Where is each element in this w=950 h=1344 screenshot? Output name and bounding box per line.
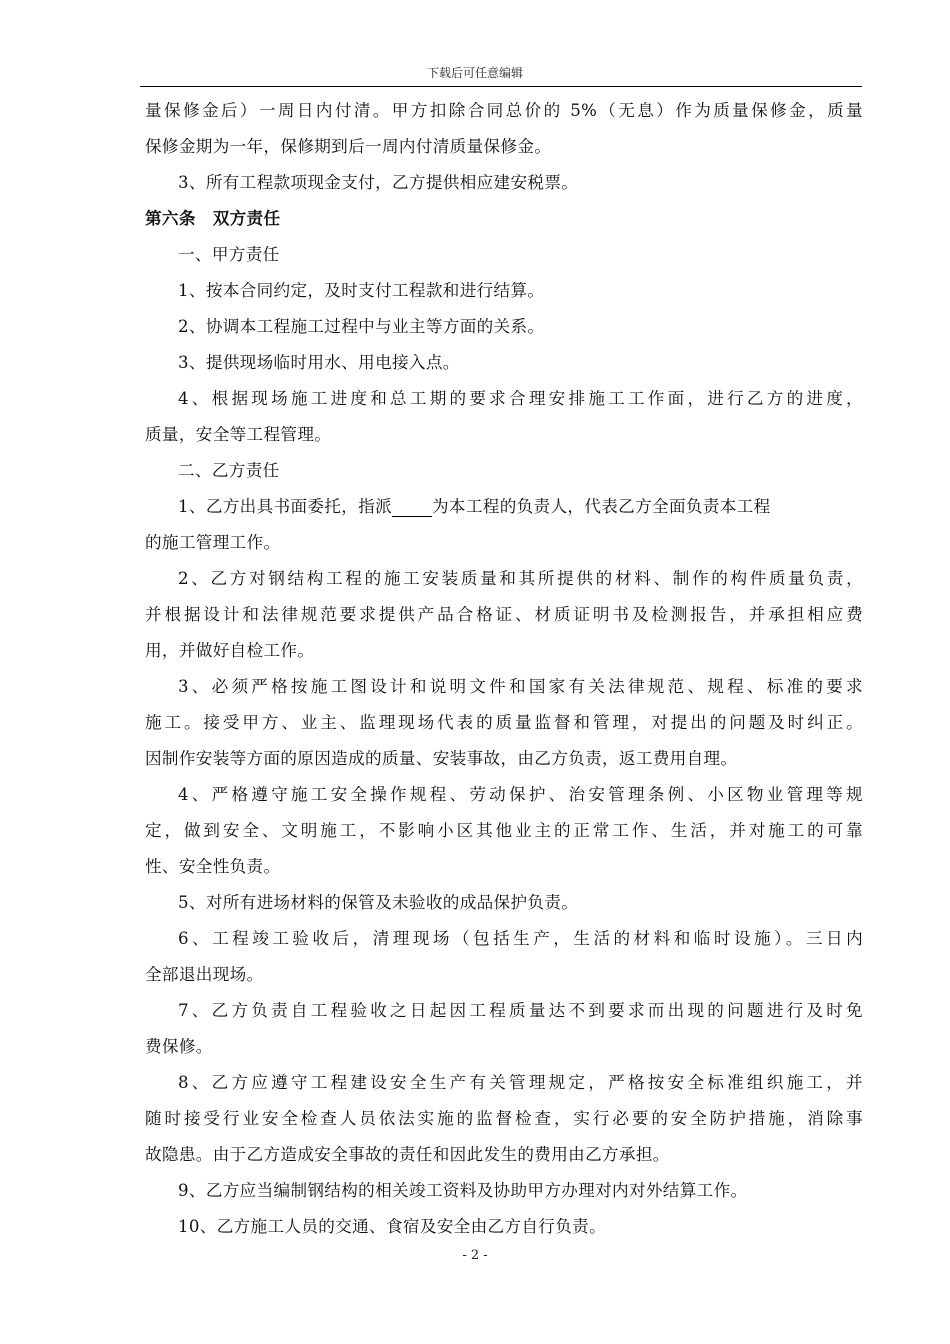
paragraph-line: 1、按本合同约定，及时支付工程款和进行结算。 <box>178 281 545 300</box>
paragraph-line: 的施工管理工作。 <box>145 533 281 552</box>
header-divider <box>140 86 862 87</box>
paragraph-line: 3、提供现场临时用水、用电接入点。 <box>178 353 460 372</box>
section-heading: 第六条 双方责任 <box>145 209 281 228</box>
paragraph-line <box>145 489 863 525</box>
paragraph-line: 用，并做好自检工作。 <box>145 641 315 660</box>
paragraph-line: 量保修金后）一周日内付清。甲方扣除合同总价的 5%（无息）作为质量保修金，质量 <box>145 101 863 120</box>
paragraph-line: 8、乙方应遵守工程建设安全生产有关管理规定，严格按安全标准组织施工，并 <box>178 1073 863 1092</box>
subsection-heading: 二、乙方责任 <box>178 461 280 480</box>
paragraph-line: 7、乙方负责自工程验收之日起因工程质量达不到要求而出现的问题进行及时免 <box>178 1001 863 1020</box>
paragraph-line: 全部退出现场。 <box>145 965 264 984</box>
paragraph-line: 10、乙方施工人员的交通、食宿及安全由乙方自行负责。 <box>178 1217 606 1236</box>
paragraph-line: 性、安全性负责。 <box>145 857 281 876</box>
paragraph-line: 定，做到安全、文明施工，不影响小区其他业主的正常工作、生活，并对施工的可靠 <box>145 821 863 840</box>
subsection-heading: 一、甲方责任 <box>178 245 280 264</box>
paragraph-line: 保修金期为一年，保修期到后一周内付清质量保修金。 <box>145 137 552 156</box>
paragraph-line: 9、乙方应当编制钢结构的相关竣工资料及协助甲方办理对内对外结算工作。 <box>178 1181 748 1200</box>
page-number: - 2 - <box>462 1248 488 1263</box>
paragraph-line: 3、所有工程款项现金支付，乙方提供相应建安税票。 <box>178 173 579 192</box>
paragraph-line: 4、根据现场施工进度和总工期的要求合理安排施工工作面，进行乙方的进度， <box>178 389 863 408</box>
paragraph-line: 故隐患。由于乙方造成安全事故的责任和因此发生的费用由乙方承担。 <box>145 1145 670 1164</box>
paragraph-line: 因制作安装等方面的原因造成的质量、安装事故，由乙方负责，返工费用自理。 <box>145 749 738 768</box>
paragraph-line: 施工。接受甲方、业主、监理现场代表的质量监督和管理，对提出的问题及时纠正。 <box>145 713 863 732</box>
page-header-note: 下载后可任意编辑 <box>426 66 523 80</box>
fill-in-blank <box>392 498 432 517</box>
paragraph-line: 6、工程竣工验收后，清理现场（包括生产，生活的材料和临时设施）。三日内 <box>178 929 863 948</box>
paragraph-line: 2、协调本工程施工过程中与业主等方面的关系。 <box>178 317 545 336</box>
paragraph-line: 4、严格遵守施工安全操作规程、劳动保护、治安管理条例、小区物业管理等规 <box>178 785 863 804</box>
paragraph-line: 5、对所有进场材料的保管及未验收的成品保护负责。 <box>178 893 579 912</box>
paragraph-line: 质量，安全等工程管理。 <box>145 425 332 444</box>
paragraph-line: 2、乙方对钢结构工程的施工安装质量和其所提供的材料、制作的构件质量负责， <box>178 569 863 588</box>
paragraph-line: 随时接受行业安全检查人员依法实施的监督检查，实行必要的安全防护措施，消除事 <box>145 1109 863 1128</box>
paragraph-line: 并根据设计和法律规范要求提供产品合格证、材质证明书及检测报告，并承担相应费 <box>145 605 863 624</box>
line-end-text: 为本工程的负责人，代表乙方全面负责本工程 <box>432 497 771 516</box>
line-start-text: 1、乙方出具书面委托，指派 <box>178 497 392 516</box>
paragraph-line: 3、必须严格按施工图设计和说明文件和国家有关法律规范、规程、标准的要求 <box>178 677 863 696</box>
paragraph-line: 费保修。 <box>145 1037 213 1056</box>
document-body <box>145 93 863 1245</box>
